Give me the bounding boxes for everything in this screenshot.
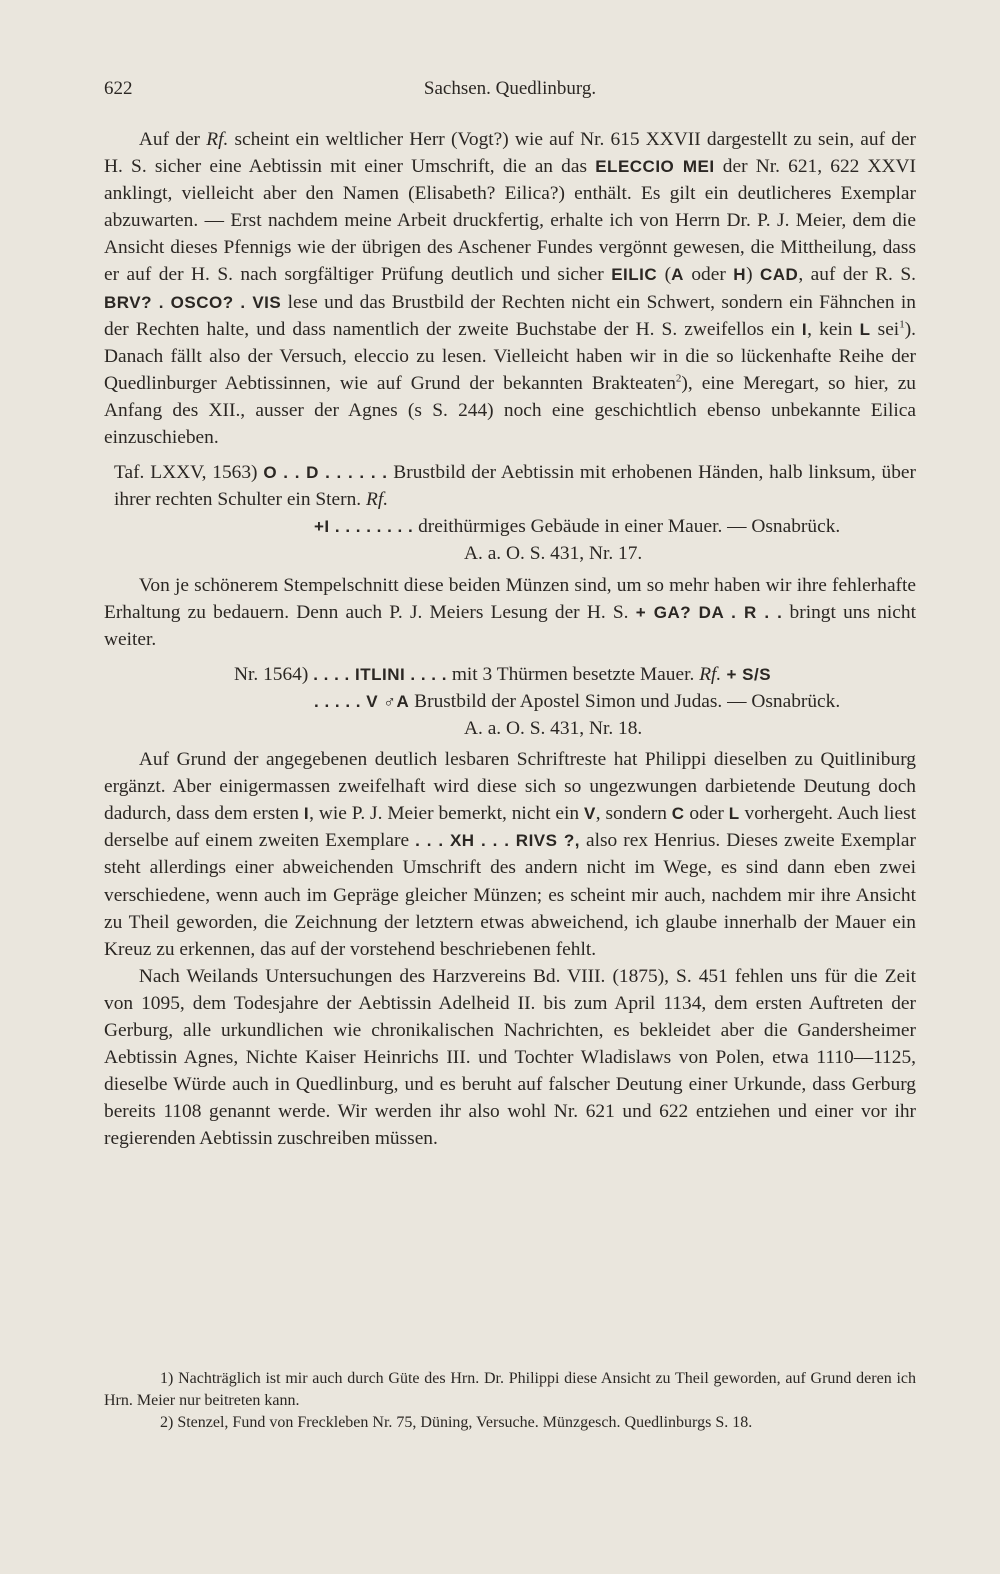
inscription: L: [728, 804, 740, 824]
paragraph-3: [104, 746, 916, 963]
rf-abbrev: Rf.: [365, 489, 389, 511]
text-run: ): [746, 264, 760, 286]
text-run: oder: [683, 264, 734, 286]
coin-entry-1564: [104, 661, 916, 742]
footnote-ref: 1: [899, 318, 905, 331]
text-run: Von je schönerem Stempelschnitt diese beiden Münzen sind, um so mehr haben wir ihre fehlerhafte Erhaltung zu bedauern. Denn auch P. J. Meiers Lesung der H. S.: [104, 574, 916, 623]
inscription: + GA? DA . R . .: [635, 602, 783, 622]
paragraph-2: [104, 572, 916, 653]
footnote-2: [104, 1412, 916, 1434]
inscription: A: [671, 265, 684, 285]
entry-label: Taf. LXXV, 1563): [114, 462, 258, 484]
inscription: I: [303, 804, 310, 824]
inscription: O . . D . . . . . .: [263, 463, 388, 483]
entry-lead: [104, 459, 916, 513]
text-run: mit 3 Thürmen besetzte Mauer.: [446, 663, 700, 685]
text-run: ), eine Meregart, so hier, zu Anfang des XII., ausser der Agnes (s S. 244) noch eine geschichtlich ebenso unbekannte Eilica einzuschieben.: [104, 372, 916, 449]
text-run: dreithürmiges Gebäude in einer Mauer. — Osnabrück.: [413, 516, 841, 538]
inscription: . . . XH . . . RIVS ?,: [415, 831, 580, 851]
text-run: , kein: [807, 318, 860, 340]
text-run: lese und das Brustbild der Rechten nicht ein Schwert, sondern ein Fähnchen in der Rechten halte, und dass namentlich der zweite Buchstabe der H. S. zweifellos ein: [104, 291, 916, 340]
entry-lead: [104, 661, 916, 688]
text-run: Brustbild der Aebtissin mit erhobenen Händen, halb linksum, über ihrer rechten Schulter ein Stern.: [114, 462, 916, 511]
inscription: V: [583, 804, 596, 824]
inscription: ELECCIO MEI: [595, 157, 715, 177]
entry-label: Nr. 1564): [234, 663, 309, 685]
footnotes: [104, 1368, 916, 1434]
inscription: +I . . . . . . . .: [314, 517, 414, 537]
footnote-ref: 2: [675, 372, 682, 385]
text-run: Auf der: [138, 129, 207, 150]
inscription: BRV? . OSCO? . VIS: [104, 292, 282, 312]
rf-abbrev: Rf.: [206, 129, 229, 150]
text-run: sei: [870, 318, 900, 340]
inscription: CAD: [760, 265, 799, 285]
inscription: I: [801, 319, 808, 339]
text-run: , sondern: [595, 803, 672, 825]
inscription: . . . . . V ♂A: [314, 691, 410, 711]
text-run: , wie P. J. Meier bemerkt, nicht ein: [309, 803, 584, 825]
text-run: der Nr. 621, 622 XXVI anklingt, vielleicht aber den Namen (Elisabeth? Eilica?) enthält. Es gilt ein deutlicheres Exemplar abzuwarten. — Erst nachdem meine Arbeit druckfertig, erhalte ich von Herrn Dr. P. J. Meier, dem die Ansicht dieses Pfennigs wie der übrigen des Aschener Fundes vergönnt gewesen, die Mittheilung, dass er auf der H. S. nach sorgfältiger Prüfung deutlich und sicher: [104, 156, 916, 286]
entry-continuation: [104, 688, 916, 715]
text-run: bringt uns nicht weiter.: [104, 601, 916, 650]
page-number: 622: [104, 78, 133, 99]
text-run: Brustbild der Apostel Simon und Judas. — Osnabrück.: [409, 690, 841, 712]
reference: A. a. O. S. 431, Nr. 17.: [464, 543, 643, 565]
footnote-text: Nachträglich ist mir auch durch Güte des Hrn. Dr. Philippi diese Ansicht zu Theil geworden, auf Grund deren ich Hrn. Meier nur beitreten kann.: [104, 1370, 916, 1409]
inscription: . . . . ITLINI . . . .: [313, 664, 447, 684]
reference: A. a. O. S. 431, Nr. 18.: [464, 717, 643, 739]
entry-reference: [104, 715, 916, 742]
footnote-text: Stenzel, Fund von Freckleben Nr. 75, Düning, Versuche. Münzgesch. Quedlinburgs S. 18.: [173, 1414, 753, 1431]
inscription: L: [859, 319, 871, 339]
footnote-marker: 1): [160, 1370, 174, 1387]
rf-abbrev: Rf.: [699, 663, 722, 685]
text-run: , auf der R. S.: [798, 264, 917, 286]
inscription: EILIC: [611, 265, 658, 285]
running-head: Sachsen. Quedlinburg.: [423, 78, 597, 99]
footnote-1: [104, 1368, 916, 1412]
text-run: vorhergeht. Auch liest derselbe auf einem zweiten Exemplare: [104, 803, 917, 852]
text-run: Auf Grund der angegebenen deutlich lesbaren Schriftreste hat Philippi dieselben zu Quitliniburg ergänzt. Aber einigermassen zweifelhaft wird diese sich so ungezwungen darbietende Deutung doch dadurch, dass dem ersten: [104, 749, 916, 825]
footnote-marker: 2): [160, 1414, 174, 1431]
text-run: also rex Henrius. Dieses zweite Exemplar steht allerdings einer abweichenden Umschrift des andern nicht im Wege, es sind dann eben zwei verschiedene, wenn auch im Gepräge gleicher Münzen; es scheint mir auch, nachdem mir ihre Ansicht zu Theil geworden, die Zeichnung der letztern etwas abweichend, ich glaube innerhalb der Mauer ein Kreuz zu erkennen, das auf der vorstehend beschriebenen fehlt.: [104, 830, 916, 960]
body-text: [104, 126, 916, 1152]
page-header: [104, 78, 916, 108]
entry-reference: [104, 540, 916, 567]
text-run: (: [657, 264, 672, 286]
text-run: scheint ein weltlicher Herr (Vogt?) wie auf Nr. 615 XXVII dargestellt zu sein, auf der H. S. sicher eine Aebtissin mit einer Umschrift, die an das: [104, 129, 916, 178]
paragraph-4: Nach Weilands Untersuchungen des Harzvereins Bd. VIII. (1875), S. 451 fehlen uns für die Zeit von 1095, dem Todesjahre der Aebtissin Adelheid II. bis zum April 1134, dem ersten Auftreten der Gerburg, alle urkundlichen wie chronikalischen Nachrichten, es bekleidet aber die Gandersheimer Aebtissin Agnes, Nichte Kaiser Heinrichs III. und Tochter Wladislaws von Polen, etwa 1110—1125, dieselbe Würde auch in Quedlinburg, und es beruht auf falscher Deutung einer Urkunde, dass Gerburg bereits 1108 genannt werde. Wir werden ihr also wohl Nr. 621 und 622 entziehen und einer vor ihr regierenden Aebtissin zuschreiben müssen.: [104, 965, 916, 1150]
text-run: ). Danach fällt also der Versuch, eleccio zu lesen. Vielleicht haben wir in die so lückenhafte Reihe der Quedlinburger Aebtissinnen, wie auf Grund der bekannten Brakteaten: [104, 318, 917, 394]
inscription: H: [733, 265, 747, 285]
coin-entry-1563: [104, 459, 916, 567]
inscription: C: [671, 804, 685, 824]
inscription: + S/S: [721, 664, 772, 684]
paragraph-1: [104, 126, 916, 451]
entry-continuation: [104, 513, 916, 540]
text-run: oder: [684, 803, 729, 825]
